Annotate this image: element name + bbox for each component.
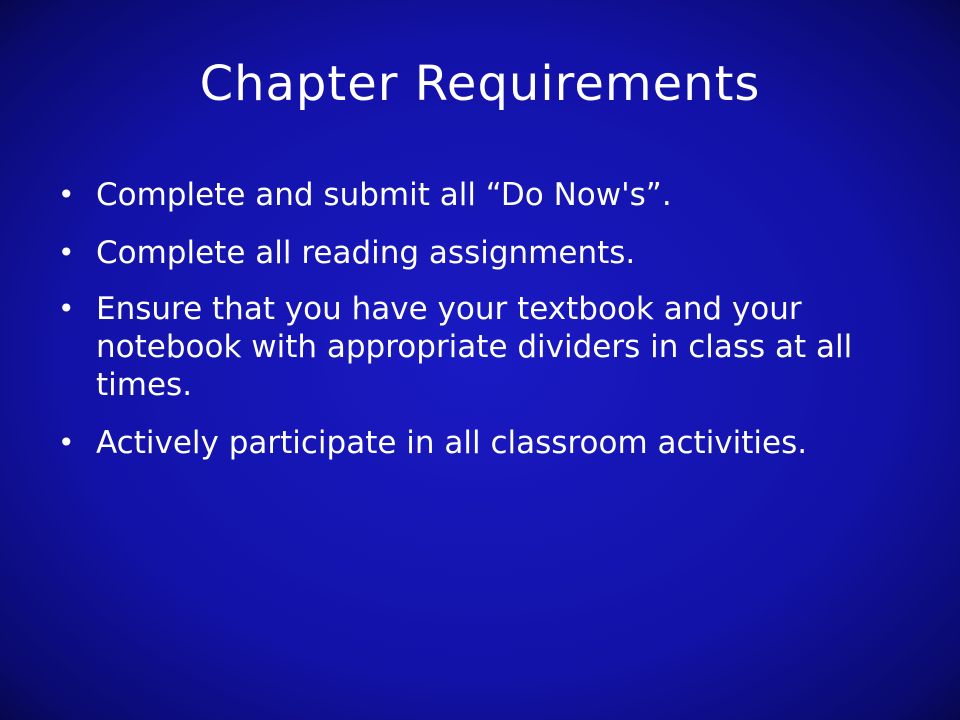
bullet-marker: • — [58, 292, 75, 325]
bullet-item — [56, 234, 916, 272]
bullet-text: Actively participate in all classroom activities. — [96, 425, 808, 461]
bullet-text: Complete and submit all “Do Now's”. — [96, 177, 672, 213]
slide-title: Chapter Requirements — [199, 56, 761, 112]
bullet-marker: • — [58, 236, 75, 269]
bullet-text: Complete all reading assignments. — [96, 235, 636, 271]
bullet-text: Ensure that you have your textbook and your notebook with appropriate dividers in class at all times. — [96, 291, 853, 403]
bullet-item — [56, 176, 916, 214]
bullet-item — [56, 290, 916, 404]
bullet-marker: • — [58, 426, 75, 459]
bullet-item — [56, 424, 916, 462]
bullet-marker: • — [58, 178, 75, 211]
bullet-list — [56, 176, 916, 482]
